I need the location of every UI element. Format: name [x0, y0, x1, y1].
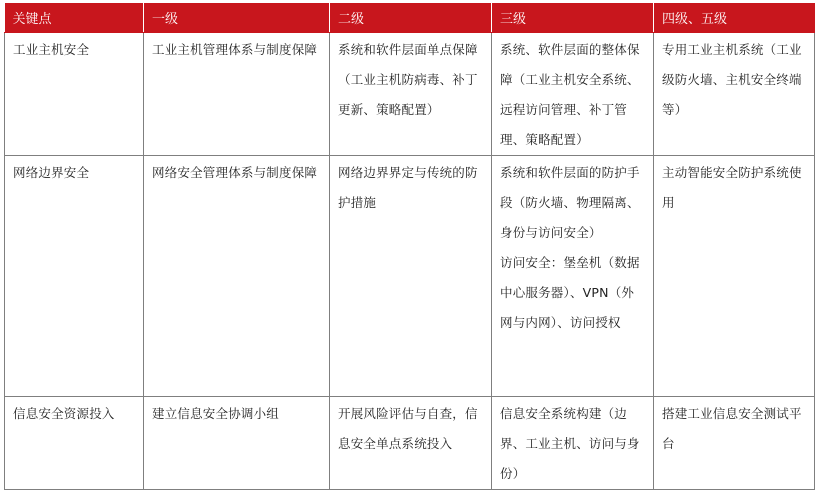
- cell-level-3: [492, 156, 654, 397]
- cell-key-point: 信息安全资源投入: [5, 397, 144, 490]
- header-level-1: 一级: [144, 3, 330, 33]
- cell-level-4-5: 专用工业主机系统（工业级防火墙、主机安全终端等）: [654, 33, 815, 156]
- cell-level-3-text: 系统、软件层面的整体保障（工业主机安全系统、远程访问管理、补丁管理、策略配置）: [500, 42, 640, 147]
- cell-level-2: 开展风险评估与自查，信息安全单点系统投入: [330, 397, 492, 490]
- cell-key-point: 网络边界安全: [5, 156, 144, 397]
- table-row: [5, 156, 815, 397]
- cell-level-1: 工业主机管理体系与制度保障: [144, 33, 330, 156]
- header-level-2: 二级: [330, 3, 492, 33]
- cell-level-3: [492, 33, 654, 156]
- header-level-4-5: 四级、五级: [654, 3, 815, 33]
- cell-level-2: 系统和软件层面单点保障（工业主机防病毒、补丁更新、策略配置）: [330, 33, 492, 156]
- cell-level-1: 网络安全管理体系与制度保障: [144, 156, 330, 397]
- security-levels-table: [4, 3, 815, 490]
- header-key-point: 关键点: [5, 3, 144, 33]
- cell-level-1: 建立信息安全协调小组: [144, 397, 330, 490]
- cell-level-2: 网络边界界定与传统的防护措施: [330, 156, 492, 397]
- table-row: [5, 33, 815, 156]
- cell-level-3: [492, 397, 654, 490]
- header-level-3: 三级: [492, 3, 654, 33]
- table-header-row: [5, 3, 815, 33]
- security-levels-table-container: [4, 3, 815, 490]
- cell-level-3-text: 信息安全系统构建（边界、工业主机、访问与身份）: [500, 406, 640, 481]
- cell-level-3-text: 访问安全：堡垒机（数据中心服务器）、VPN（外网与内网）、访问授权: [500, 255, 640, 330]
- cell-key-point: 工业主机安全: [5, 33, 144, 156]
- cell-level-4-5: 主动智能安全防护系统使用: [654, 156, 815, 397]
- cell-level-3-text: 系统和软件层面的防护手段（防火墙、物理隔离、身份与访问安全）: [500, 165, 640, 240]
- cell-level-4-5: 搭建工业信息安全测试平台: [654, 397, 815, 490]
- table-row: [5, 397, 815, 490]
